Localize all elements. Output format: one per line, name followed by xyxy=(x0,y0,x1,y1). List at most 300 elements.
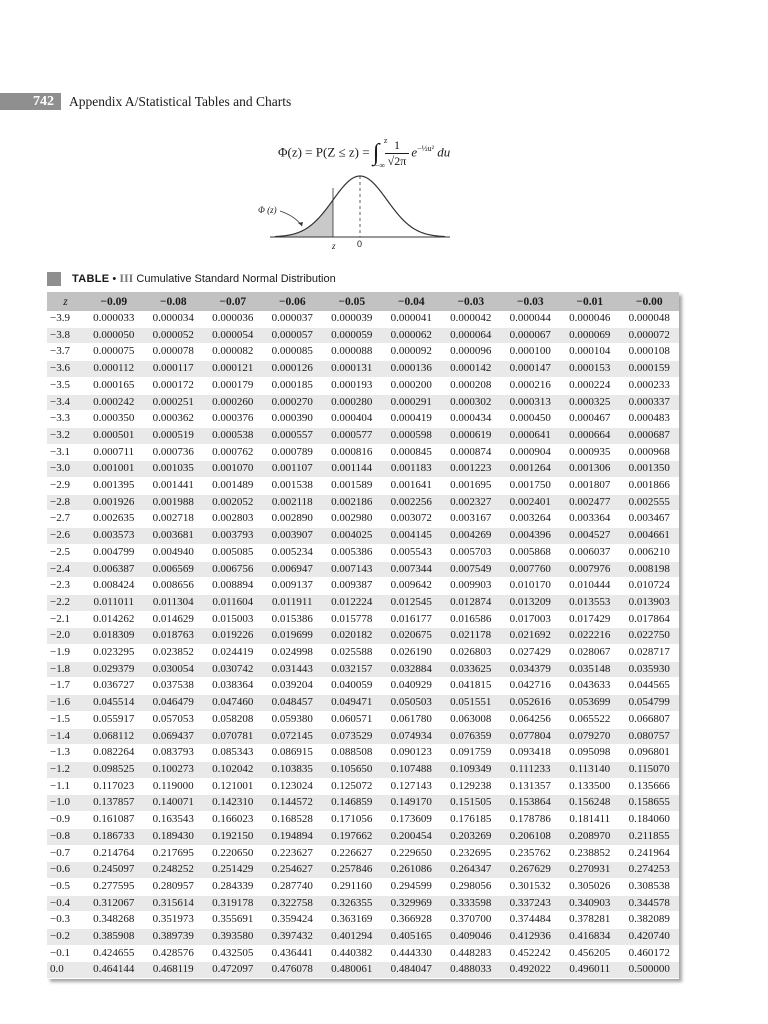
probability-cell: 0.004145 xyxy=(382,528,442,545)
probability-cell: 0.000419 xyxy=(382,411,442,428)
probability-cell: 0.011304 xyxy=(144,594,204,611)
z-value-cell: −2.2 xyxy=(47,594,84,611)
probability-cell: 0.135666 xyxy=(620,778,680,795)
table-row xyxy=(47,311,679,327)
probability-cell: 0.186733 xyxy=(84,828,144,845)
table-row xyxy=(47,478,679,495)
probability-cell: 0.000216 xyxy=(501,377,561,394)
probability-cell: 0.036727 xyxy=(84,678,144,695)
probability-cell: 0.029379 xyxy=(84,661,144,678)
probability-cell: 0.018763 xyxy=(144,628,204,645)
z-value-cell: −2.0 xyxy=(47,628,84,645)
probability-cell: 0.000064 xyxy=(441,327,501,344)
column-header: −0.06 xyxy=(263,292,323,311)
probability-cell: 0.000619 xyxy=(441,427,501,444)
probability-cell: 0.037538 xyxy=(144,678,204,695)
fraction-denominator: √2π xyxy=(387,154,407,168)
probability-cell: 0.013209 xyxy=(501,594,561,611)
probability-cell: 0.000078 xyxy=(144,344,204,361)
probability-cell: 0.023852 xyxy=(144,645,204,662)
probability-cell: 0.344578 xyxy=(620,895,680,912)
column-header: −0.03 xyxy=(441,292,501,311)
probability-cell: 0.378281 xyxy=(560,912,620,929)
probability-cell: 0.294599 xyxy=(382,878,442,895)
probability-cell: 0.073529 xyxy=(322,728,382,745)
column-header: −0.09 xyxy=(84,292,144,311)
probability-cell: 0.002980 xyxy=(322,511,382,528)
probability-cell: 0.010170 xyxy=(501,578,561,595)
probability-cell: 0.149170 xyxy=(382,795,442,812)
table-row xyxy=(47,745,679,762)
z-value-cell: −0.5 xyxy=(47,878,84,895)
probability-cell: 0.042716 xyxy=(501,678,561,695)
table-row xyxy=(47,661,679,678)
differential: du xyxy=(437,144,451,160)
table-row xyxy=(47,461,679,478)
probability-cell: 0.000200 xyxy=(382,377,442,394)
probability-cell: 0.072145 xyxy=(263,728,323,745)
probability-cell: 0.000034 xyxy=(144,311,204,327)
table-row xyxy=(47,728,679,745)
z-value-cell: −0.1 xyxy=(47,945,84,962)
probability-cell: 0.464144 xyxy=(84,962,144,979)
column-header: −0.03 xyxy=(501,292,561,311)
probability-cell: 0.000968 xyxy=(620,444,680,461)
probability-cell: 0.096801 xyxy=(620,745,680,762)
probability-cell: 0.001695 xyxy=(441,478,501,495)
table-body xyxy=(47,311,679,979)
probability-cell: 0.061780 xyxy=(382,711,442,728)
table-row xyxy=(47,594,679,611)
table-row xyxy=(47,377,679,394)
probability-cell: 0.254627 xyxy=(263,862,323,879)
probability-cell: 0.000059 xyxy=(322,327,382,344)
probability-cell: 0.333598 xyxy=(441,895,501,912)
probability-cell: 0.090123 xyxy=(382,745,442,762)
probability-cell: 0.001750 xyxy=(501,478,561,495)
probability-cell: 0.393580 xyxy=(203,929,263,946)
z-value-cell: −1.1 xyxy=(47,778,84,795)
probability-cell: 0.000251 xyxy=(144,394,204,411)
probability-cell: 0.063008 xyxy=(441,711,501,728)
probability-cell: 0.001035 xyxy=(144,461,204,478)
probability-cell: 0.232695 xyxy=(441,845,501,862)
table-row xyxy=(47,929,679,946)
probability-cell: 0.017429 xyxy=(560,611,620,628)
probability-cell: 0.068112 xyxy=(84,728,144,745)
probability-cell: 0.137857 xyxy=(84,795,144,812)
probability-cell: 0.000302 xyxy=(441,394,501,411)
table-row xyxy=(47,761,679,778)
probability-cell: 0.264347 xyxy=(441,862,501,879)
z-value-cell: −1.7 xyxy=(47,678,84,695)
probability-cell: 0.004025 xyxy=(322,528,382,545)
probability-cell: 0.053699 xyxy=(560,695,620,712)
table-caption: Cumulative Standard Normal Distribution xyxy=(136,273,336,285)
probability-cell: 0.001264 xyxy=(501,461,561,478)
probability-cell: 0.059380 xyxy=(263,711,323,728)
probability-cell: 0.428576 xyxy=(144,945,204,962)
probability-cell: 0.319178 xyxy=(203,895,263,912)
probability-cell: 0.000577 xyxy=(322,427,382,444)
probability-cell: 0.076359 xyxy=(441,728,501,745)
z-value-cell: −2.3 xyxy=(47,578,84,595)
page-header xyxy=(0,93,768,110)
probability-cell: 0.270931 xyxy=(560,862,620,879)
probability-cell: 0.000041 xyxy=(382,311,442,327)
probability-cell: 0.012874 xyxy=(441,594,501,611)
probability-cell: 0.181411 xyxy=(560,812,620,829)
probability-cell: 0.003072 xyxy=(382,511,442,528)
probability-cell: 0.028717 xyxy=(620,645,680,662)
probability-cell: 0.440382 xyxy=(322,945,382,962)
probability-cell: 0.032157 xyxy=(322,661,382,678)
probability-cell: 0.064256 xyxy=(501,711,561,728)
page-number: 742 xyxy=(0,93,61,110)
probability-cell: 0.500000 xyxy=(620,962,680,979)
probability-cell: 0.022216 xyxy=(560,628,620,645)
probability-cell: 0.000075 xyxy=(84,344,144,361)
probability-cell: 0.140071 xyxy=(144,795,204,812)
table-row xyxy=(47,878,679,895)
probability-cell: 0.000904 xyxy=(501,444,561,461)
probability-cell: 0.000131 xyxy=(322,361,382,378)
probability-cell: 0.077804 xyxy=(501,728,561,745)
z-value-cell: −2.8 xyxy=(47,494,84,511)
header-row xyxy=(47,292,679,311)
table-row xyxy=(47,828,679,845)
probability-cell: 0.000037 xyxy=(263,311,323,327)
probability-cell: 0.257846 xyxy=(322,862,382,879)
probability-cell: 0.000100 xyxy=(501,344,561,361)
probability-cell: 0.351973 xyxy=(144,912,204,929)
probability-cell: 0.197662 xyxy=(322,828,382,845)
integral-lower-limit: −∞ xyxy=(374,161,386,170)
title-bullet: • xyxy=(112,273,117,285)
probability-cell: 0.000208 xyxy=(441,377,501,394)
integral-sign: ∫ z −∞ xyxy=(372,136,388,170)
probability-cell: 0.001183 xyxy=(382,461,442,478)
probability-cell: 0.026190 xyxy=(382,645,442,662)
probability-cell: 0.000404 xyxy=(322,411,382,428)
probability-cell: 0.401294 xyxy=(322,929,382,946)
probability-cell: 0.003467 xyxy=(620,511,680,528)
z-value-cell: −2.7 xyxy=(47,511,84,528)
probability-cell: 0.005085 xyxy=(203,544,263,561)
probability-cell: 0.045514 xyxy=(84,695,144,712)
probability-cell: 0.047460 xyxy=(203,695,263,712)
probability-cell: 0.026803 xyxy=(441,645,501,662)
table-row xyxy=(47,645,679,662)
probability-cell: 0.000036 xyxy=(203,311,263,327)
z-value-cell: −1.0 xyxy=(47,795,84,812)
probability-cell: 0.194894 xyxy=(263,828,323,845)
probability-cell: 0.001807 xyxy=(560,478,620,495)
probability-cell: 0.220650 xyxy=(203,845,263,862)
probability-cell: 0.011604 xyxy=(203,594,263,611)
z-value-cell: −0.9 xyxy=(47,812,84,829)
z-value-cell: −1.4 xyxy=(47,728,84,745)
z-value-cell: −2.5 xyxy=(47,544,84,561)
probability-cell: 0.200454 xyxy=(382,828,442,845)
z-value-cell: −3.4 xyxy=(47,394,84,411)
table-row xyxy=(47,945,679,962)
probability-cell: 0.000046 xyxy=(560,311,620,327)
probability-cell: 0.291160 xyxy=(322,878,382,895)
z-value-cell: −0.8 xyxy=(47,828,84,845)
table-row xyxy=(47,678,679,695)
probability-cell: 0.000874 xyxy=(441,444,501,461)
probability-cell: 0.480061 xyxy=(322,962,382,979)
probability-cell: 0.001144 xyxy=(322,461,382,478)
probability-cell: 0.013553 xyxy=(560,594,620,611)
probability-cell: 0.115070 xyxy=(620,761,680,778)
probability-cell: 0.001866 xyxy=(620,478,680,495)
probability-cell: 0.000337 xyxy=(620,394,680,411)
table-row xyxy=(47,561,679,578)
probability-cell: 0.308538 xyxy=(620,878,680,895)
z-value-cell: −0.7 xyxy=(47,845,84,862)
probability-cell: 0.107488 xyxy=(382,761,442,778)
probability-cell: 0.312067 xyxy=(84,895,144,912)
probability-cell: 0.015386 xyxy=(263,611,323,628)
probability-cell: 0.000092 xyxy=(382,344,442,361)
table-row xyxy=(47,494,679,511)
probability-cell: 0.000291 xyxy=(382,394,442,411)
probability-cell: 0.001107 xyxy=(263,461,323,478)
probability-cell: 0.117023 xyxy=(84,778,144,795)
probability-cell: 0.000179 xyxy=(203,377,263,394)
column-header: −0.00 xyxy=(620,292,680,311)
probability-cell: 0.103835 xyxy=(263,761,323,778)
probability-cell: 0.146859 xyxy=(322,795,382,812)
probability-cell: 0.012224 xyxy=(322,594,382,611)
table-row xyxy=(47,711,679,728)
column-header: −0.01 xyxy=(560,292,620,311)
probability-cell: 0.024419 xyxy=(203,645,263,662)
probability-cell: 0.000044 xyxy=(501,311,561,327)
probability-cell: 0.370700 xyxy=(441,912,501,929)
probability-cell: 0.074934 xyxy=(382,728,442,745)
column-header: −0.07 xyxy=(203,292,263,311)
table-row xyxy=(47,394,679,411)
probability-cell: 0.412936 xyxy=(501,929,561,946)
probability-cell: 0.001441 xyxy=(144,478,204,495)
probability-cell: 0.022750 xyxy=(620,628,680,645)
probability-cell: 0.192150 xyxy=(203,828,263,845)
probability-cell: 0.069437 xyxy=(144,728,204,745)
probability-cell: 0.001988 xyxy=(144,494,204,511)
probability-cell: 0.267629 xyxy=(501,862,561,879)
probability-cell: 0.058208 xyxy=(203,711,263,728)
probability-cell: 0.235762 xyxy=(501,845,561,862)
probability-cell: 0.000350 xyxy=(84,411,144,428)
z-value-cell: −1.8 xyxy=(47,661,84,678)
probability-cell: 0.000376 xyxy=(203,411,263,428)
probability-cell: 0.001223 xyxy=(441,461,501,478)
probability-cell: 0.001395 xyxy=(84,478,144,495)
probability-cell: 0.002256 xyxy=(382,494,442,511)
column-header: −0.04 xyxy=(382,292,442,311)
probability-cell: 0.021178 xyxy=(441,628,501,645)
probability-cell: 0.000193 xyxy=(322,377,382,394)
probability-cell: 0.009642 xyxy=(382,578,442,595)
probability-cell: 0.003793 xyxy=(203,528,263,545)
probability-cell: 0.000711 xyxy=(84,444,144,461)
probability-cell: 0.385908 xyxy=(84,929,144,946)
probability-cell: 0.060571 xyxy=(322,711,382,728)
probability-cell: 0.083793 xyxy=(144,745,204,762)
running-head: Appendix A/Statistical Tables and Charts xyxy=(69,94,292,109)
probability-cell: 0.079270 xyxy=(560,728,620,745)
probability-cell: 0.261086 xyxy=(382,862,442,879)
probability-cell: 0.409046 xyxy=(441,929,501,946)
normal-curve-figure xyxy=(240,128,500,258)
probability-cell: 0.203269 xyxy=(441,828,501,845)
probability-cell: 0.018309 xyxy=(84,628,144,645)
z-value-cell: −3.8 xyxy=(47,327,84,344)
probability-cell: 0.051551 xyxy=(441,695,501,712)
probability-cell: 0.161087 xyxy=(84,812,144,829)
probability-cell: 0.002890 xyxy=(263,511,323,528)
column-header: −0.08 xyxy=(144,292,204,311)
probability-cell: 0.000450 xyxy=(501,411,561,428)
probability-cell: 0.000165 xyxy=(84,377,144,394)
probability-cell: 0.000664 xyxy=(560,427,620,444)
zero-label: 0 xyxy=(357,239,363,249)
probability-cell: 0.416834 xyxy=(560,929,620,946)
probability-cell: 0.348268 xyxy=(84,912,144,929)
probability-cell: 0.000816 xyxy=(322,444,382,461)
probability-cell: 0.000072 xyxy=(620,327,680,344)
probability-cell: 0.005386 xyxy=(322,544,382,561)
probability-cell: 0.048457 xyxy=(263,695,323,712)
probability-cell: 0.057053 xyxy=(144,711,204,728)
probability-cell: 0.133500 xyxy=(560,778,620,795)
probability-cell: 0.006569 xyxy=(144,561,204,578)
table-row xyxy=(47,845,679,862)
table-row xyxy=(47,361,679,378)
probability-cell: 0.102042 xyxy=(203,761,263,778)
probability-cell: 0.366928 xyxy=(382,912,442,929)
probability-cell: 0.000172 xyxy=(144,377,204,394)
probability-cell: 0.000598 xyxy=(382,427,442,444)
table-row xyxy=(47,778,679,795)
probability-cell: 0.000039 xyxy=(322,311,382,327)
probability-cell: 0.424655 xyxy=(84,945,144,962)
probability-cell: 0.004527 xyxy=(560,528,620,545)
z-value-cell: −3.2 xyxy=(47,427,84,444)
table-row xyxy=(47,912,679,929)
probability-cell: 0.000121 xyxy=(203,361,263,378)
fraction-numerator: 1 xyxy=(385,138,410,154)
probability-cell: 0.226627 xyxy=(322,845,382,862)
probability-cell: 0.448283 xyxy=(441,945,501,962)
probability-cell: 0.005234 xyxy=(263,544,323,561)
probability-cell: 0.171056 xyxy=(322,812,382,829)
probability-cell: 0.000052 xyxy=(144,327,204,344)
probability-cell: 0.277595 xyxy=(84,878,144,895)
probability-cell: 0.000085 xyxy=(263,344,323,361)
probability-cell: 0.000242 xyxy=(84,394,144,411)
probability-cell: 0.000789 xyxy=(263,444,323,461)
probability-cell: 0.003573 xyxy=(84,528,144,545)
phi-label: Φ (z) xyxy=(258,205,277,215)
probability-cell: 0.000483 xyxy=(620,411,680,428)
probability-cell: 0.005543 xyxy=(382,544,442,561)
z-value-cell: −1.5 xyxy=(47,711,84,728)
probability-cell: 0.206108 xyxy=(501,828,561,845)
integral-upper-limit: z xyxy=(383,136,388,145)
probability-cell: 0.301532 xyxy=(501,878,561,895)
probability-cell: 0.050503 xyxy=(382,695,442,712)
probability-cell: 0.044565 xyxy=(620,678,680,695)
probability-cell: 0.015778 xyxy=(322,611,382,628)
probability-cell: 0.085343 xyxy=(203,745,263,762)
probability-cell: 0.002803 xyxy=(203,511,263,528)
probability-cell: 0.127143 xyxy=(382,778,442,795)
probability-cell: 0.024998 xyxy=(263,645,323,662)
probability-cell: 0.158655 xyxy=(620,795,680,812)
probability-cell: 0.492022 xyxy=(501,962,561,979)
probability-cell: 0.011011 xyxy=(84,594,144,611)
probability-cell: 0.382089 xyxy=(620,912,680,929)
probability-cell: 0.000260 xyxy=(203,394,263,411)
table-row xyxy=(47,611,679,628)
probability-cell: 0.002327 xyxy=(441,494,501,511)
probability-cell: 0.359424 xyxy=(263,912,323,929)
probability-cell: 0.000185 xyxy=(263,377,323,394)
probability-cell: 0.217695 xyxy=(144,845,204,862)
probability-cell: 0.153864 xyxy=(501,795,561,812)
probability-cell: 0.040059 xyxy=(322,678,382,695)
probability-cell: 0.119000 xyxy=(144,778,204,795)
probability-cell: 0.000054 xyxy=(203,327,263,344)
z-value-cell: −1.9 xyxy=(47,645,84,662)
probability-cell: 0.144572 xyxy=(263,795,323,812)
probability-cell: 0.000042 xyxy=(441,311,501,327)
probability-cell: 0.001306 xyxy=(560,461,620,478)
z-value-cell: −2.4 xyxy=(47,561,84,578)
phi-pointer-arrow xyxy=(280,211,302,226)
probability-cell: 0.004269 xyxy=(441,528,501,545)
probability-cell: 0.091759 xyxy=(441,745,501,762)
probability-cell: 0.041815 xyxy=(441,678,501,695)
probability-cell: 0.086915 xyxy=(263,745,323,762)
probability-cell: 0.004940 xyxy=(144,544,204,561)
table-row xyxy=(47,695,679,712)
z-value-cell: 0.0 xyxy=(47,962,84,979)
probability-cell: 0.002555 xyxy=(620,494,680,511)
probability-cell: 0.000112 xyxy=(84,361,144,378)
probability-cell: 0.000033 xyxy=(84,311,144,327)
probability-cell: 0.030054 xyxy=(144,661,204,678)
probability-cell: 0.156248 xyxy=(560,795,620,812)
probability-cell: 0.008424 xyxy=(84,578,144,595)
probability-cell: 0.052616 xyxy=(501,695,561,712)
probability-cell: 0.251429 xyxy=(203,862,263,879)
probability-cell: 0.008656 xyxy=(144,578,204,595)
probability-cell: 0.014629 xyxy=(144,611,204,628)
probability-cell: 0.017864 xyxy=(620,611,680,628)
probability-cell: 0.000050 xyxy=(84,327,144,344)
probability-cell: 0.006756 xyxy=(203,561,263,578)
probability-cell: 0.006210 xyxy=(620,544,680,561)
z-value-cell: −3.6 xyxy=(47,361,84,378)
probability-cell: 0.151505 xyxy=(441,795,501,812)
probability-cell: 0.002477 xyxy=(560,494,620,511)
z-value-cell: −3.5 xyxy=(47,377,84,394)
